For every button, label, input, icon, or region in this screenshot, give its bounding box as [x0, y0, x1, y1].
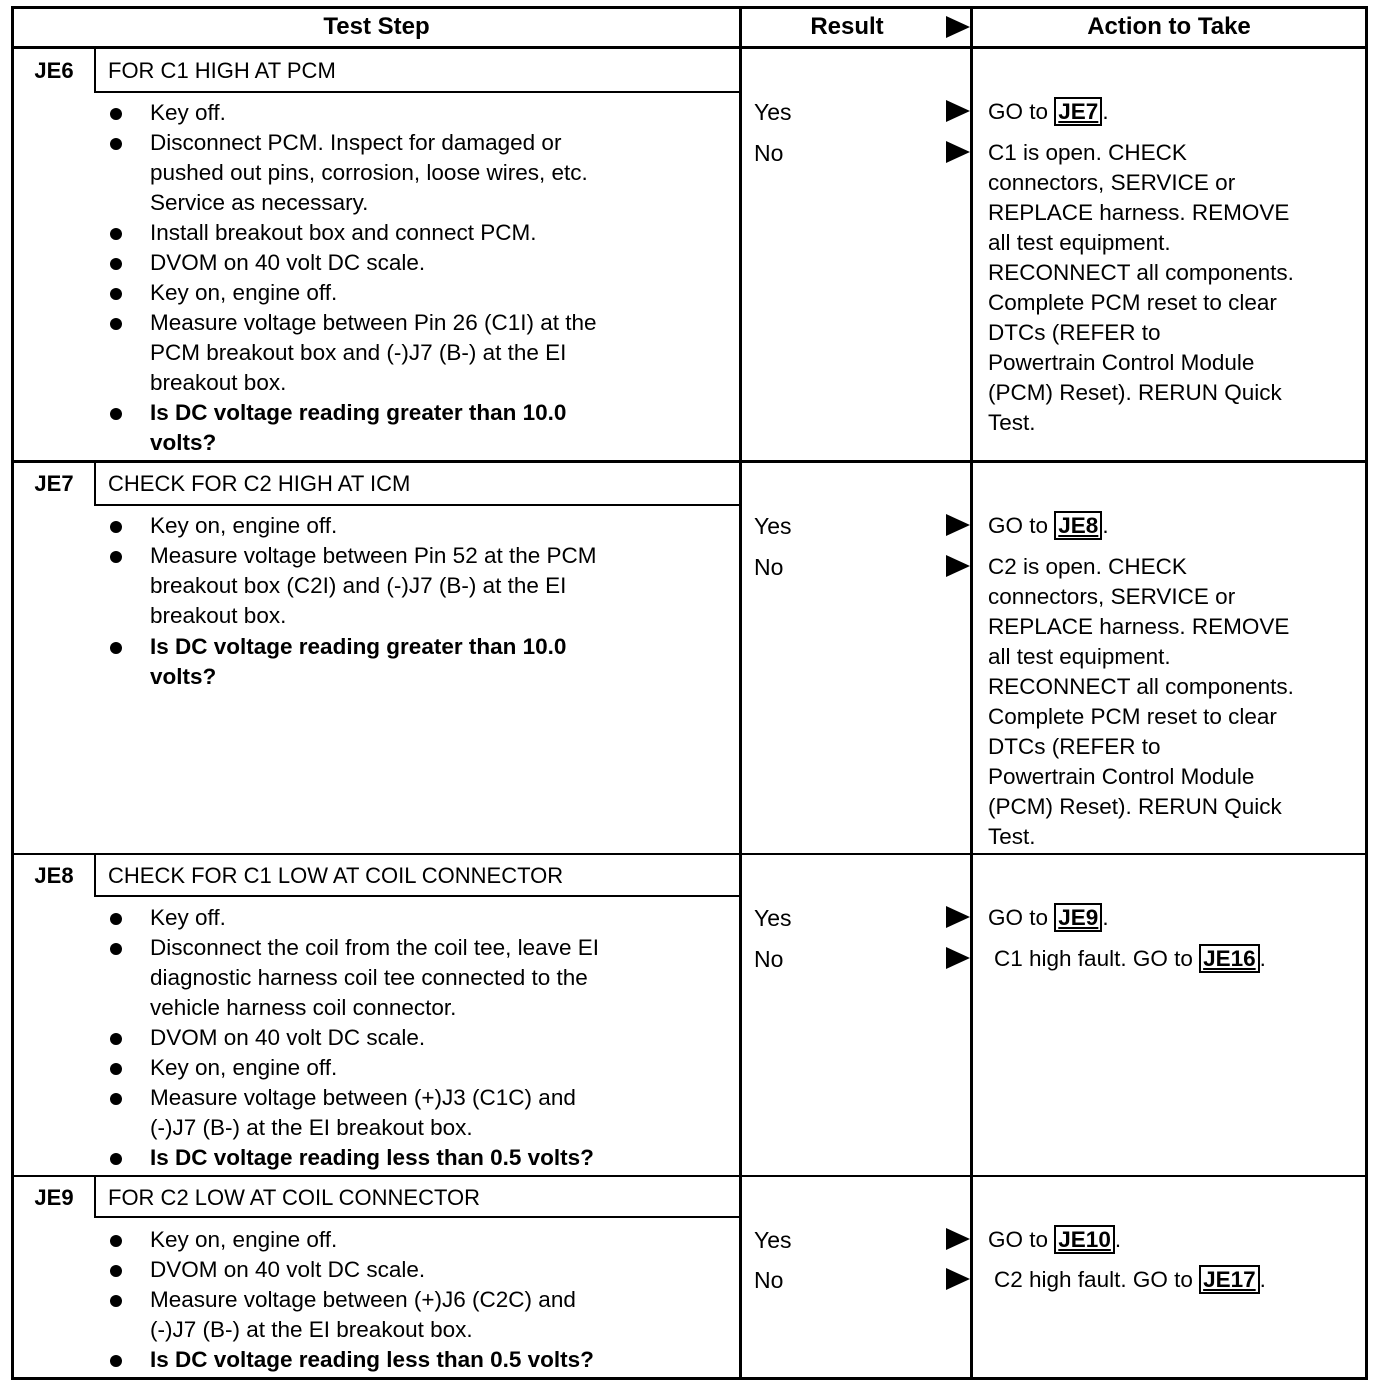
action-yes: GO to JE10 .: [988, 1227, 1122, 1252]
step-instruction: Install breakout box and connect PCM.: [150, 220, 537, 245]
action-yes: GO to JE7 .: [988, 99, 1109, 124]
result-no: No: [754, 1267, 784, 1293]
step-reference-link[interactable]: JE10: [1054, 1225, 1115, 1254]
result-yes: Yes: [754, 99, 792, 125]
step-instruction: DVOM on 40 volt DC scale.: [150, 1025, 426, 1050]
step-question: Is DC voltage reading less than 0.5 volts?: [150, 1145, 594, 1170]
arrow-right-icon: [946, 947, 970, 969]
step-id-divider: [94, 1177, 96, 1218]
header-arrow-icon: [946, 16, 970, 38]
step-id-divider: [94, 463, 96, 506]
result-yes: Yes: [754, 905, 792, 931]
step-question: Is DC voltage reading less than 0.5 volts?: [150, 1347, 594, 1372]
step-title: FOR C1 HIGH AT PCM: [108, 58, 336, 83]
step-title: CHECK FOR C2 HIGH AT ICM: [108, 471, 411, 496]
step-instruction: Key off.: [150, 100, 226, 125]
step-title-underline: [94, 1216, 739, 1218]
step-title: CHECK FOR C1 LOW AT COIL CONNECTOR: [108, 863, 564, 888]
step-title: FOR C2 LOW AT COIL CONNECTOR: [108, 1185, 481, 1210]
step-instruction: Key on, engine off.: [150, 1055, 338, 1080]
step-id-divider: [94, 855, 96, 897]
table-border-right: [1365, 6, 1368, 1380]
step-reference-link[interactable]: JE16: [1199, 944, 1260, 973]
step-reference-link[interactable]: JE8: [1054, 511, 1102, 540]
step-id: JE7: [34, 471, 74, 496]
arrow-right-icon: [946, 141, 970, 163]
header-action: Action to Take: [1087, 13, 1251, 40]
column-divider-step: [739, 6, 742, 1380]
step-id: JE8: [34, 863, 74, 888]
step-instruction: DVOM on 40 volt DC scale.: [150, 1257, 426, 1282]
step-title-underline: [94, 504, 739, 506]
step-instruction: Key on, engine off.: [150, 280, 338, 305]
step-id-divider: [94, 49, 96, 93]
action-no: C2 high fault. GO to JE17 .: [994, 1267, 1266, 1292]
arrow-right-icon: [946, 514, 970, 536]
header-test-step: Test Step: [323, 13, 430, 40]
arrow-right-icon: [946, 1268, 970, 1290]
step-instruction: Measure voltage between (+)J3 (C1C) and (-)J7 (B-) at the EI breakout box.: [150, 1085, 576, 1140]
table-border-left: [11, 6, 14, 1380]
action-no: C1 is open. CHECK connectors, SERVICE or REPLACE harness. REMOVE all test equipment. RECONNECT all components. Complete PCM reset to clear DTCs (REFER to Powertrain Control Module (PCM) Reset). RERUN Quick Test.: [988, 140, 1294, 435]
action-yes: GO to JE9 .: [988, 905, 1109, 930]
row-separator: [11, 853, 1368, 855]
step-instruction: Key on, engine off.: [150, 513, 338, 538]
row-separator: [11, 1175, 1368, 1177]
step-instruction: Key off.: [150, 905, 226, 930]
step-question: Is DC voltage reading greater than 10.0 volts?: [150, 634, 567, 689]
result-no: No: [754, 140, 784, 166]
arrow-right-icon: [946, 555, 970, 577]
step-id: JE9: [34, 1185, 74, 1210]
header-result: Result: [810, 13, 884, 40]
result-no: No: [754, 946, 784, 972]
step-instruction: DVOM on 40 volt DC scale.: [150, 250, 426, 275]
step-title-underline: [94, 91, 739, 93]
step-instruction: Key on, engine off.: [150, 1227, 338, 1252]
column-divider-result: [970, 6, 973, 1380]
arrow-right-icon: [946, 906, 970, 928]
step-instruction: Disconnect the coil from the coil tee, leave EI diagnostic harness coil tee connected to the vehicle harness coil connector.: [150, 935, 599, 1020]
step-id: JE6: [34, 58, 74, 83]
step-reference-link[interactable]: JE9: [1054, 903, 1102, 932]
result-yes: Yes: [754, 513, 792, 539]
step-reference-link[interactable]: JE17: [1199, 1265, 1260, 1294]
result-no: No: [754, 554, 784, 580]
action-no: C2 is open. CHECK connectors, SERVICE or REPLACE harness. REMOVE all test equipment. RECONNECT all components. Complete PCM reset to clear DTCs (REFER to Powertrain Control Module (PCM) Reset). RERUN Quick Test.: [988, 554, 1294, 849]
header-underline: [11, 46, 1368, 49]
action-no: C1 high fault. GO to JE16 .: [994, 946, 1266, 971]
step-instruction: Measure voltage between Pin 26 (C1I) at the PCM breakout box and (-)J7 (B-) at the EI breakout box.: [150, 310, 597, 395]
table-border-bottom: [11, 1377, 1368, 1380]
step-title-underline: [94, 895, 739, 897]
arrow-right-icon: [946, 1228, 970, 1250]
row-separator: [11, 460, 1368, 463]
step-instruction: Measure voltage between (+)J6 (C2C) and (-)J7 (B-) at the EI breakout box.: [150, 1287, 576, 1342]
step-instruction: Disconnect PCM. Inspect for damaged or pushed out pins, corrosion, loose wires, etc. Service as necessary.: [150, 130, 588, 215]
step-reference-link[interactable]: JE7: [1054, 97, 1102, 126]
step-question: Is DC voltage reading greater than 10.0 volts?: [150, 400, 567, 455]
step-instruction: Measure voltage between Pin 52 at the PCM breakout box (C2I) and (-)J7 (B-) at the EI breakout box.: [150, 543, 597, 628]
result-yes: Yes: [754, 1227, 792, 1253]
arrow-right-icon: [946, 100, 970, 122]
action-yes: GO to JE8 .: [988, 513, 1109, 538]
